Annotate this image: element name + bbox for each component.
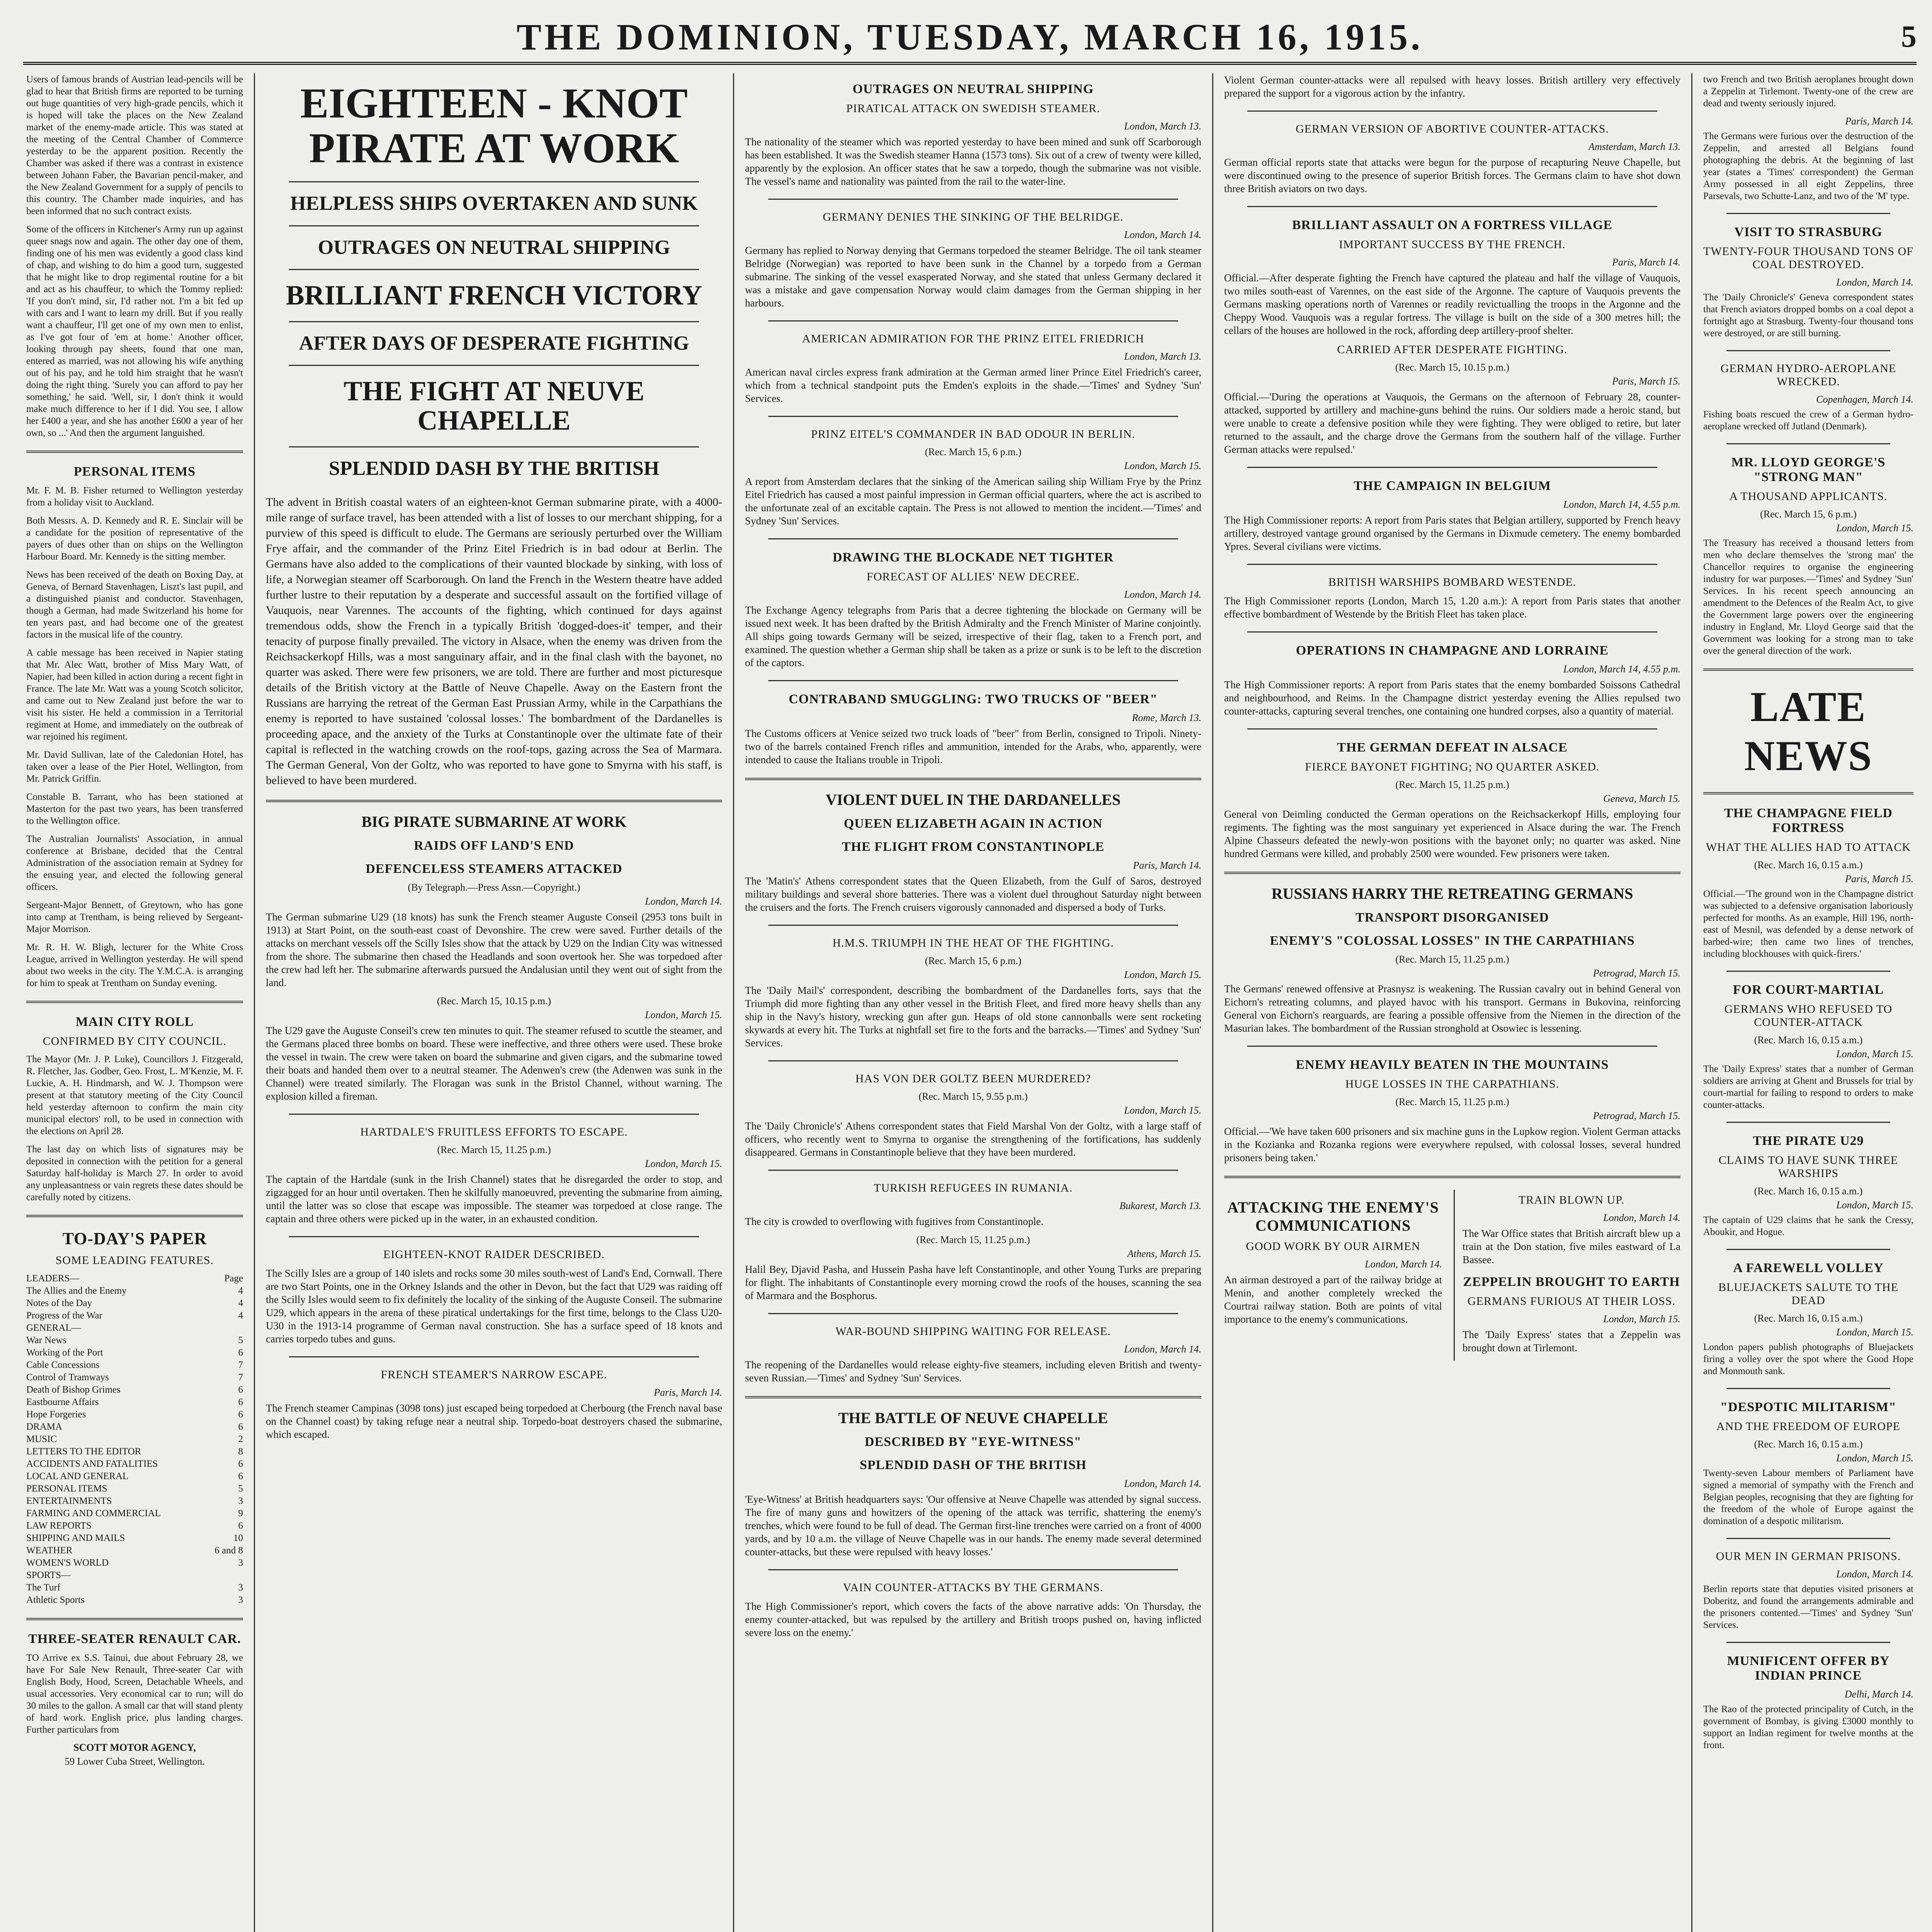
article-paragraph: The 'Daily Chronicle's' Athens correspondent states that Field Marshal Von der Goltz, with a large staff of officers, who recently went to Smyrna to organise the strengthening of the fortifications, has suddenly disappeared. Germans in Constantinople believe that they have been murdered. — [745, 1120, 1201, 1158]
subheading: DRAWING THE BLOCKADE NET TIGHTER — [832, 550, 1114, 565]
index-row — [26, 1322, 243, 1334]
divider — [26, 1215, 243, 1217]
article-paragraph: The captain of U29 claims that he sank the Cressy, Aboukir, and Hogue. — [1703, 1215, 1913, 1237]
subheading: IMPORTANT SUCCESS BY THE FRENCH. — [1339, 238, 1566, 251]
dateline: Rome, March 13. — [1132, 712, 1201, 723]
headline: AFTER DAYS OF DESPERATE FIGHTING — [299, 332, 689, 354]
article-paragraph: 'Eye-Witness' at British headquarters says: 'Our offensive at Neuve Chapelle was attended by signal success. The fire of many guns and howitzers of the opening of the attack was terrific, shattering the enemy's trenches, which were found to be full of dead. The German first-line trenches were carried on a front of 4000 yards, and by 10 a.m. the village of Neuve Chapelle was in our hands. The enemy made several determined counter-attacks, but these were repulsed with heavy losses.' — [745, 1493, 1201, 1558]
article-paragraph: Germany has replied to Norway denying that Germans torpedoed the steamer Belridge. The oil tank steamer Belridge (Norwegian) was reported to have been sunk in the Channel by a torpedo from a German submarine. The sinking of the vessel exasperated Norway, and she stated that unless Germany declared it was a mistake and gave compensation Norway would claim damages from the German shipping in her harbours. — [745, 245, 1201, 309]
index-page: 2 — [238, 1434, 243, 1444]
ad-body: TO Arrive ex S.S. Tainui, due about February 28, we have For Sale New Renault, Three-seater Car with English Body, Hood, Screen, Detachable Wheels, and usual accessories. Very economical car to run; will do 30 miles to the gallon. A small car that will stand plenty of hard work. English price, plus landing charges. Further particulars from — [26, 1653, 243, 1735]
late-news-banner: LATE NEWS — [1744, 683, 1872, 779]
article-paragraph: General von Deimling conducted the German operations on the Reichsackerkopf Hills, employing four regiments. The fighting was the most sanguinary yet experienced in Alsace during the war. The French Alpine Chasseurs defeated the newly-won positions with the bayonet only; no quarter was asked. Nine hundred Germans were killed, and probably 2500 were wounded. Few prisoners were taken. — [1224, 808, 1680, 859]
dateline: Copenhagen, March 14. — [1816, 394, 1913, 405]
article-paragraph: Some of the officers in Kitchener's Army run up against queer snags now and again. The other day one of them, finding one of his men was evidently a good class kind of chap, and wishing to do him a good turn, suggested that he might like to drop regimental routine for a bit and act as his chauffeur, to which the Tommy replied: 'If you don't mind, sir, I'd rather not. I'm a bit fed up with cars and I want to learn my drill. But if you really want a chauffeur, I'll get one of my own men to enlist, as I've got four of 'em at home.' Another officer, looking through pay sheets, found that one man, entered as married, was not allowing his wife anything out of his pay, and he told him straight that he wasn't doing the right thing. 'Surely you can afford to pay her something,' he said. 'Well, sir, I don't think it would make much difference to her if I did. You see, I allow her £400 a year, and she has another £600 a year of her own, so ...' And then the argument languished. — [26, 224, 243, 438]
dateline: Paris, March 15. — [1845, 873, 1913, 884]
index-page: 6 — [238, 1422, 243, 1432]
received-date: (Rec. March 16, 0.15 a.m.) — [1754, 1313, 1863, 1324]
index-page: 3 — [238, 1595, 243, 1605]
dateline: London, March 14, 4.55 p.m. — [1563, 499, 1680, 510]
article-paragraph: A cable message has been received in Napier stating that Mr. Alec Watt, brother of Miss Mary Watt, of Napier, had been killed in action during a recent fight in France. The late Mr. Watt was a young Scotch solicitor, and came out to New Zealand just before the war to visit his sister. He held a commission in a Territorial regiment at Home, and immediately on the outbreak of war rejoined his regiment. — [26, 648, 243, 742]
divider — [26, 451, 243, 453]
subheading: CARRIED AFTER DESPERATE FIGHTING. — [1337, 343, 1568, 356]
subheading: HUGE LOSSES IN THE CARPATHIANS. — [1345, 1078, 1560, 1090]
article-paragraph: London papers publish photographs of Bluejackets firing a volley over the spot where the Good Hope and Monmouth sank. — [1703, 1342, 1913, 1376]
subheading: GERMANS FURIOUS AT THEIR LOSS. — [1467, 1295, 1676, 1308]
article-paragraph: Sergeant-Major Bennett, of Greytown, who has gone into camp at Trentham, is being relieved by Sergeant-Major Morrison. — [26, 900, 243, 934]
index-page: 10 — [233, 1533, 243, 1543]
headline: VIOLENT DUEL IN THE DARDANELLES — [825, 791, 1121, 808]
index-label: LETTERS TO THE EDITOR — [26, 1446, 141, 1457]
index-row — [26, 1495, 243, 1507]
article-paragraph: The reopening of the Dardanelles would release eighty-five steamers, including eleven British and twenty-seven Russian.—'Times' and Sydney 'Sun' Services. — [745, 1359, 1201, 1384]
index-row — [26, 1507, 243, 1520]
dateline: London, March 14. — [1124, 1344, 1201, 1355]
index-page: 6 — [238, 1471, 243, 1481]
article-paragraph: The 'Daily Mail's' correspondent, describing the bombardment of the Dardanelles forts, says that the Triumph did more fighting than any other vessel in the British Fleet, and fired more heavy shells than any ship in the Navy's history, wrecking gun after gun. Heaps of old stone cannonballs were sent rocketing skywards at every hit. The Turks at nightfall set fire to the forts and the barracks.—'Times' and Sydney 'Sun' Services. — [745, 985, 1201, 1049]
received-date: (Rec. March 16, 0.15 a.m.) — [1754, 1034, 1863, 1046]
index-row — [26, 1347, 243, 1359]
dateline: Geneva, March 15. — [1603, 793, 1680, 804]
ad-address: 59 Lower Cuba Street, Wellington. — [65, 1756, 205, 1767]
subheading: GERMANY DENIES THE SINKING OF THE BELRIDGE. — [823, 211, 1124, 223]
article-paragraph: Both Messrs. A. D. Kennedy and R. E. Sinclair will be a candidate for the position of representative of the payers of dues other than on ships on the Wellington Harbour Board. Mr. Kennedy is the sitting member. — [26, 515, 243, 562]
index-row — [26, 1532, 243, 1544]
article-paragraph: Berlin reports state that deputies visited prisoners at Doberitz, and found the arrangements admirable and the prisoners contented.—'Times' and Sydney 'Sun' Services. — [1703, 1584, 1913, 1630]
article-paragraph: Constable B. Tarrant, who has been stationed at Masterton for the past two years, has been transferred to the Wellington office. — [26, 792, 243, 826]
subheading: BRILLIANT ASSAULT ON A FORTRESS VILLAGE — [1292, 218, 1613, 232]
article-paragraph: The Rao of the protected principality of Cutch, in the government of Bombay, is giving £3000 monthly to support an Indian regiment for twelve months at the front. — [1703, 1704, 1913, 1750]
column-2 — [255, 73, 734, 1932]
subheading: AND THE FREEDOM OF EUROPE — [1716, 1420, 1901, 1433]
article-paragraph: The German submarine U29 (18 knots) has sunk the French steamer Auguste Conseil (2953 tons built in 1913) at Start Point, on the south-east coast of Devonshire. The crew were saved. Further details of the attacks on merchant vessels off the Scilly Isles show that the attack by U29 on the Indian City was witnessed from the shore. The submarine then chased the Headlands and soon overtook her. She was torpedoed after the crew had left her. The submarine afterwards pursued the Andalusian until they went out of sight from the land. — [266, 911, 722, 989]
received-date: (Rec. March 16, 0.15 a.m.) — [1754, 1439, 1863, 1450]
article-paragraph: Mr. F. M. B. Fisher returned to Wellington yesterday from a holiday visit to Auckland. — [26, 485, 243, 508]
dateline: Petrograd, March 15. — [1593, 968, 1680, 979]
index-page: 4 — [238, 1310, 243, 1321]
subheading: GOOD WORK BY OUR AIRMEN — [1246, 1240, 1420, 1253]
article-paragraph: The High Commissioner reports: A report from Paris states that Belgian artillery, supported by French heavy artillery, destroyed vantage ground organised by the Germans in Dixmude cemetery. The enemy bombarded Ypres. Several civilians were victims. — [1224, 514, 1680, 552]
dateline: London, March 14. — [645, 896, 722, 907]
main-headline: EIGHTEEN - KNOT PIRATE AT WORK — [300, 80, 688, 172]
dateline: London, March 14. — [1365, 1259, 1442, 1270]
column-5 — [1692, 73, 1924, 1932]
index-label: PERSONAL ITEMS — [26, 1483, 107, 1494]
article-paragraph: The Exchange Agency telegraphs from Paris that a decree tightening the blockade on Germany will be issued next week. It has been drafted by the British Admiralty and the French Minister of Marine conjointly. All ships going towards Germany will be seized, irrespective of their flag, taken to a French port, and examined. The question whether a German ship shall be taken as a prize or sunk is to be left to the discretion of the captors. — [745, 604, 1201, 668]
index-row — [26, 1557, 243, 1569]
index-heading: TO-DAY'S PAPER — [62, 1229, 207, 1248]
article-paragraph: Users of famous brands of Austrian lead-pencils will be glad to hear that British firms are reported to be turning out huge quantities of very high-grade pencils, which it is hoped will take the places on the New Zealand market of the enemy-made article. This was stated at the meeting of the Central Chamber of Commerce yesterday to be the apparent position. Recently the Chamber was asked if there was a contrast in existence between Johann Faber, the Bavarian pencil-maker, and the New Zealand Government for a supply of pencils to this country. The Chamber made inquiries, and has been informed that no such contract exists. — [26, 74, 243, 216]
subheading: AMERICAN ADMIRATION FOR THE PRINZ EITEL FRIEDRICH — [802, 332, 1145, 345]
article-paragraph: The last day on which lists of signatures may be deposited in connection with the petition for a general Saturday half-holiday is March 27. In order to avoid any unpleasantness or vain regrets these dates should be carefully noted by citizens. — [26, 1144, 243, 1202]
dateline: London, March 15. — [1836, 1452, 1913, 1464]
dateline: London, March 15. — [1603, 1313, 1680, 1325]
dateline: Paris, March 14. — [1612, 257, 1680, 268]
subheading: WAR-BOUND SHIPPING WAITING FOR RELEASE. — [835, 1325, 1111, 1338]
dateline: London, March 14. — [1836, 277, 1913, 288]
headline: THE BATTLE OF NEUVE CHAPELLE — [838, 1409, 1108, 1427]
subheading: THE CAMPAIGN IN BELGIUM — [1354, 479, 1551, 493]
received-date: (Rec. March 15, 11.25 p.m.) — [437, 1144, 551, 1156]
index-label: GENERAL— — [26, 1323, 81, 1333]
dateline: Paris, March 14. — [1133, 860, 1201, 871]
index-page: 4 — [238, 1298, 243, 1308]
headline: THE FIGHT AT NEUVE CHAPELLE — [344, 376, 645, 436]
index-page: 7 — [238, 1372, 243, 1383]
dateline: London, March 15. — [645, 1009, 722, 1021]
article-paragraph: Twenty-seven Labour members of Parliament have signed a memorial of sympathy with the French and Belgian peoples, recognising that they are fighting for the freedom of the whole of Europe against the domination of a despotic militarism. — [1703, 1468, 1913, 1526]
article-paragraph: Official.—After desperate fighting the French have captured the plateau and half the village of Vauquois, two miles south-east of Varennes, on the east side of the Argonne. The capture of Vauquois prevents the Germans masking operations north of Varennes or readily revictualling the troops in the Argonne and the Cheppy Wood. Vauquois was a regular fortress. The village is built on the side of a 300 metres hill; the cellars of the houses are hollowed in the rock, affording deep artillery-proof shelter. — [1224, 272, 1680, 336]
received-date: (Rec. March 15, 6 p.m.) — [925, 955, 1022, 966]
dateline: Paris, March 14. — [1845, 116, 1913, 127]
section-heading: PERSONAL ITEMS — [73, 464, 196, 479]
index-label: LOCAL AND GENERAL — [26, 1471, 129, 1481]
index-page: 5 — [238, 1483, 243, 1494]
article-paragraph: The 'Daily Chronicle's' Geneva correspondent states that French aviators dropped bombs on a coal depot a fortnight ago at Strasburg. Twenty-four thousand tons were destroyed, or are still burning. — [1703, 292, 1913, 338]
index-page: 4 — [238, 1286, 243, 1296]
subheading: ENEMY HEAVILY BEATEN IN THE MOUNTAINS — [1296, 1058, 1609, 1072]
index-label: MUSIC — [26, 1434, 57, 1444]
ad-signature: SCOTT MOTOR AGENCY, — [73, 1742, 196, 1753]
article-paragraph: The 'Matin's' Athens correspondent states that the Queen Elizabeth, from the Gulf of Saros, destroyed military buildings and several shore batteries. There was a violent duel throughout Saturday night between the cruisers and the forts. The French cruisers vigorously cannonaded and dispersed a body of Turks. — [745, 875, 1201, 913]
article-paragraph: The nationality of the steamer which was reported yesterday to have been mined and sunk off Scarborough has been established. It was the Swedish steamer Hanna (1573 tons). Six out of a crew of twenty were killed, apparently by the explosion. An officer states that he saw a torpedo, though the submarine was not visible. The vessel's name and nationality was painted from the rail to the water-line. — [745, 136, 1201, 187]
index-row — [26, 1272, 243, 1285]
dateline: London, March 14. — [1124, 229, 1201, 240]
subheading: TRANSPORT DISORGANISED — [1355, 910, 1549, 925]
received-date: (Rec. March 15, 11.25 p.m.) — [1395, 1096, 1509, 1107]
subheading: PRINZ EITEL'S COMMANDER IN BAD ODOUR IN BERLIN. — [811, 428, 1136, 440]
article-paragraph: Mr. David Sullivan, late of the Caledonian Hotel, has taken over a lease of the Pier Hotel, Wellington, from Mr. Patrick Griffin. — [26, 750, 243, 784]
dateline: London, March 15. — [1836, 1327, 1913, 1338]
dateline: Bukarest, March 13. — [1119, 1200, 1201, 1211]
subheading: EIGHTEEN-KNOT RAIDER DESCRIBED. — [383, 1248, 605, 1261]
article-paragraph: The 'Daily Express' states that a Zeppelin was brought down at Tirlemont. — [1463, 1329, 1680, 1354]
column-3 — [734, 73, 1213, 1932]
divider — [26, 1618, 243, 1620]
subheading: PIRATICAL ATTACK ON SWEDISH STEAMER. — [846, 102, 1100, 115]
index-row — [26, 1359, 243, 1371]
subheading: SPLENDID DASH OF THE BRITISH — [859, 1458, 1087, 1472]
index-row — [26, 1569, 243, 1582]
index-row — [26, 1334, 243, 1347]
received-date: (Rec. March 16, 0.15 a.m.) — [1754, 1185, 1863, 1197]
article-paragraph: News has been received of the death on Boxing Day, at Geneva, of Bernard Stavenhagen, Liszt's last pupil, and a distinguished pianist and conductor. Stavenhagen, though a German, had made Switzerland his home for ten years past, and had become one of the greatest factors in the musical life of the country. — [26, 570, 243, 640]
index-page: 6 — [238, 1409, 243, 1420]
article-paragraph: Fishing boats rescued the crew of a German hydro-aeroplane wrecked off Jutland (Denmark). — [1703, 409, 1913, 432]
index-label: The Turf — [26, 1582, 61, 1593]
credit-line: (By Telegraph.—Press Assn.—Copyright.) — [408, 882, 580, 893]
subheading: OPERATIONS IN CHAMPAGNE AND LORRAINE — [1296, 643, 1609, 658]
index-label: Hope Forgeries — [26, 1409, 86, 1420]
article-paragraph: The Germans were furious over the destruction of the Zeppelin, and arrested all Belgians found photographing the debris. At the beginning of last year (states a 'Times' correspondent) the German Army possessed in all eight Zeppelins, three Parsevals, two Schutte-Lanz, and two of the 'M' type. — [1703, 131, 1913, 201]
index-label: ENTERTAINMENTS — [26, 1496, 112, 1506]
subheading: THE CHAMPAGNE FIELD FORTRESS — [1724, 806, 1893, 835]
received-date: (Rec. March 15, 9.55 p.m.) — [918, 1091, 1028, 1102]
article-paragraph: The Scilly Isles are a group of 140 islets and rocks some 30 miles south-west of Land's End, Cornwall. There are two Start Points, one in the Orkney Islands and the other in Devon, but the fact that U29 was raiding off the Scilly Isles would seem to fix definitely the locality of the sinking of the Auguste Conseil. The submarine U29, which appears in the arena of these piratical undertakings for the first time, belongs to the Class U20-U30 in the 1913-14 programme of German naval construction. She has a surface speed of 18 knots and carries torpedo tubes and guns. — [266, 1267, 722, 1345]
index-label: Control of Tramways — [26, 1372, 109, 1383]
index-page: 6 — [238, 1397, 243, 1407]
article-paragraph: The High Commissioner reports (London, March 15, 1.20 a.m.): A report from Paris states that another effective bombardment of Westende by the British Fleet has taken place. — [1224, 595, 1680, 620]
index-subheading: SOME LEADING FEATURES. — [55, 1254, 214, 1267]
dateline: Paris, March 15. — [1612, 376, 1680, 387]
index-page: 8 — [238, 1446, 243, 1457]
subheading: BLUEJACKETS SALUTE TO THE DEAD — [1718, 1281, 1898, 1307]
article-paragraph: The Customs officers at Venice seized two truck loads of "beer" from Berlin, consigned to Tripoli. Ninety-two of the barrels contained French rifles and ammunition, intended for the Arabs, who, apparently, were intended to cause the Italians trouble in Tripoli. — [745, 728, 1201, 765]
subheading: RAIDS OFF LAND'S END — [414, 838, 574, 853]
index-label: Death of Bishop Grimes — [26, 1384, 121, 1395]
dateline: London, March 15. — [645, 1158, 722, 1170]
subheading: OUTRAGES ON NEUTRAL SHIPPING — [852, 82, 1094, 96]
dateline: London, March 15. — [1124, 460, 1201, 471]
article-paragraph: Violent German counter-attacks were all repulsed with heavy losses. British artillery very effectively prepared the support for a vigorous action by the infantry. — [1224, 74, 1680, 99]
masthead-title: THE DOMINION, TUESDAY, MARCH 16, 1915. — [516, 16, 1423, 58]
received-date: (Rec. March 15, 6 p.m.) — [925, 446, 1022, 457]
index-row — [26, 1544, 243, 1557]
article-paragraph: Official.—'During the operations at Vauquois, the Germans on the afternoon of February 28, counter-attacked, supported by artillery and machine-guns behind the ruins. Our soldiers made a heroic stand, but were unable to create a defensive position while they were fighting. They were obliged to retire, but later returned to the assault, and the charge drove the Germans from the southern half of the village. Further German attacks were repulsed.' — [1224, 391, 1680, 455]
dateline: London, March 15. — [1836, 522, 1913, 534]
index-row — [26, 1483, 243, 1495]
index-row — [26, 1310, 243, 1322]
dateline: London, March 15. — [1836, 1048, 1913, 1060]
index-page: 3 — [238, 1582, 243, 1593]
headline: BIG PIRATE SUBMARINE AT WORK — [361, 813, 627, 831]
article-paragraph: The U29 gave the Auguste Conseil's crew ten minutes to quit. The steamer refused to scuttle the steamer, and the Germans placed three bombs on board. These were ineffective, and three others were used. These broke the vessel in twain. The crew were taken on board the submarine and given cigars, and the submarine towed their boats and handed them over to a neutral steamer. The Adenwen's crew (the Adenwen was sunk in the Channel) were treated similarly. The Floragan was sunk in the Bristol Channel, without warning. The explosion killed a fireman. — [266, 1025, 722, 1102]
subheading: THE PIRATE U29 — [1753, 1134, 1864, 1148]
subheading: MR. LLOYD GEORGE'S "STRONG MAN" — [1731, 455, 1886, 484]
index-page: 6 and 8 — [214, 1545, 243, 1556]
index-row — [26, 1297, 243, 1310]
index-label: DRAMA — [26, 1422, 63, 1432]
index-page: 7 — [238, 1360, 243, 1370]
subheading: MUNIFICENT OFFER BY INDIAN PRINCE — [1727, 1654, 1890, 1683]
dateline: London, March 14. — [1836, 1568, 1913, 1580]
index-page: 5 — [238, 1335, 243, 1345]
index-page: 6 — [238, 1347, 243, 1358]
columns — [15, 73, 1924, 1932]
article-paragraph: American naval circles express frank admiration at the German armed liner Prince Eitel Friedrich's career, which from a technical standpoint puts the Emden's exploits in the shade.—'Times' and Sydney 'Sun' Services. — [745, 366, 1201, 404]
index-page: 3 — [238, 1558, 243, 1568]
received-date: (Rec. March 15, 11.25 p.m.) — [1395, 954, 1509, 965]
dateline: London, March 14. — [1603, 1212, 1680, 1223]
received-date: (Rec. March 15, 10.15 p.m.) — [1395, 362, 1510, 373]
dateline: London, March 13. — [1124, 351, 1201, 362]
dateline: London, March 15. — [1124, 969, 1201, 980]
index-label: FARMING AND COMMERCIAL — [26, 1508, 161, 1519]
subheading: FIERCE BAYONET FIGHTING; NO QUARTER ASKED. — [1305, 760, 1600, 773]
article-paragraph: Mr. R. H. W. Bligh, lecturer for the White Cross League, arrived in Wellington yesterday. He will spend about two weeks in the city. The Y.M.C.A. is arranging for him to speak at Trentham on Sunday evening. — [26, 942, 243, 988]
article-paragraph: The French steamer Campinas (3098 tons) just escaped being torpedoed at Cherbourg (the French naval base on the Channel coast) by taking refuge near a neutral ship. Torpedo-boat destroyers chased the submarine, which escaped. — [266, 1402, 722, 1440]
index-row — [26, 1520, 243, 1532]
article-paragraph: German official reports state that attacks were begun for the purpose of recapturing Neuve Chapelle, but were discontinued owing to the presence of superior British forces. The Germans claim to have shot down three British aviators on two days. — [1224, 156, 1680, 194]
subheading: VAIN COUNTER-ATTACKS BY THE GERMANS. — [843, 1581, 1104, 1594]
subheading: THE GERMAN DEFEAT IN ALSACE — [1337, 740, 1568, 755]
index-label: Eastbourne Affairs — [26, 1397, 99, 1407]
index-label: LAW REPORTS — [26, 1520, 92, 1531]
article-paragraph: The Germans' renewed offensive at Prasnysz is weakening. The Russian cavalry out in behind General von Eichorn's retreating columns, and played havoc with his transport. Germans in Bukovina, reinforcing General von Eichorn's rearguards, are fearing a possible offensive from the Niemen in the direction of the Masurian lakes. The bombardment of the Russian stronghold at Osowiec is lessening. — [1224, 983, 1680, 1034]
article-paragraph: Official.—'The ground won in the Champagne district was subjected to a defensive organisation laboriously perfected for months. As an example, Hill 196, north-east of Mesnil, was defended by a dense network of barbed-wire; then came two lines of trenches, including blockhouses with quick-firers.' — [1703, 889, 1913, 959]
dateline: Amsterdam, March 13. — [1588, 141, 1680, 152]
index-row — [26, 1582, 243, 1594]
subheading: GERMAN VERSION OF ABORTIVE COUNTER-ATTACKS. — [1296, 122, 1609, 135]
article-paragraph: Halil Bey, Djavid Pasha, and Hussein Pasha have left Constantinople, and other Young Turks are preparing for flight. The inhabitants of Constantinople every morning crowd the roofs of the houses, scanning the sea of Marmara and the Bosphorus. — [745, 1264, 1201, 1301]
dateline: Paris, March 14. — [654, 1387, 722, 1398]
page-number: 5 — [1901, 19, 1917, 54]
received-date: (Rec. March 15, 11.25 p.m.) — [916, 1234, 1030, 1245]
received-date: (Rec. March 15, 10.15 p.m.) — [437, 995, 551, 1007]
index-label: Cable Concessions — [26, 1360, 100, 1370]
index-row — [26, 1433, 243, 1446]
index-row — [26, 1594, 243, 1606]
index-page: Page — [224, 1273, 243, 1284]
column-1 — [15, 73, 255, 1932]
subheading: A THOUSAND APPLICANTS. — [1729, 490, 1888, 503]
headline: HELPLESS SHIPS OVERTAKEN AND SUNK — [290, 192, 698, 214]
index-label: Working of the Port — [26, 1347, 103, 1358]
war-summary: The advent in British coastal waters of an eighteen-knot German submarine pirate, with a 4000-mile range of surface travel, has been attended with a list of losses to our merchant shipping, for a purview of this speed is difficult to elude. The Germans are seriously perturbed over the William Frye affair, and the commander of the Prinz Eitel Friedrich is in bad odour at Berlin. The Germans have also added to the complications of their vaunted blockade by sinking, with loss of life, a Norwegian steamer off Scarborough. On land the French in the Western theatre have added further lustre to their reputation by a desperate and successful assault on the fortified village of Vauquois, near Varennes. The accounts of the fighting, which continued for days against tremendous odds, show the French in a typically British 'dogged-does-it' temper, and their tenacity of purpose finally prevailed. The victory in Alsace, when the enemy was driven from the Reichsackerkopf Hills, was a most sanguinary affair, and in the final clash with the bayonet, no quarter was asked. There were few prisoners, we are told. There are further and most picturesque details of the British victory at the Battle of Neuve Chapelle. Away on the Eastern front the Russians are harrying the retreat of the German East Prussian Army, while in the Carpathians the enemy is reported to have sustained 'colossal losses.' The bombardment of the Dardanelles is proceeding apace, and the anxiety of the Turks at Constantinople over the ultimate fate of their capital is reflected in the watching crowds on the roof-tops, gazing across the Sea of Marmara. The German General, Von der Goltz, who was reported to have gone to Smyrna with his staff, is believed to have been murdered. — [266, 496, 722, 787]
received-date: (Rec. March 15, 6 p.m.) — [1760, 509, 1857, 520]
section-subheading: CONFIRMED BY CITY COUNCIL. — [43, 1035, 227, 1048]
index-row — [26, 1396, 243, 1408]
subheading: BRITISH WARSHIPS BOMBARD WESTENDE. — [1328, 576, 1577, 588]
article-paragraph: The War Office states that British aircraft blew up a train at the Don station, five miles eastward of La Bassee. — [1463, 1228, 1680, 1265]
index-row — [26, 1458, 243, 1470]
subheading: GERMANS WHO REFUSED TO COUNTER-ATTACK — [1724, 1003, 1893, 1029]
dateline: London, March 14. — [1124, 1478, 1201, 1489]
index-page: 9 — [238, 1508, 243, 1519]
dateline: London, March 14. — [1124, 589, 1201, 600]
article-paragraph: The city is crowded to overflowing with fugitives from Constantinople. — [745, 1216, 1044, 1227]
dateline: London, March 13. — [1124, 121, 1201, 132]
subheading: DEFENCELESS STEAMERS ATTACKED — [366, 862, 622, 876]
index-page: 3 — [238, 1496, 243, 1506]
contents-index — [26, 1272, 243, 1606]
subheading: QUEEN ELIZABETH AGAIN IN ACTION — [844, 816, 1103, 831]
section-heading: MAIN CITY ROLL — [75, 1015, 194, 1029]
dateline: London, March 14, 4.55 p.m. — [1563, 663, 1680, 675]
index-label: Notes of the Day — [26, 1298, 92, 1308]
headline: OUTRAGES ON NEUTRAL SHIPPING — [318, 236, 670, 259]
subheading: VISIT TO STRASBURG — [1734, 225, 1883, 239]
index-label: LEADERS— — [26, 1273, 80, 1284]
index-label: The Allies and the Enemy — [26, 1286, 127, 1296]
index-label: Athletic Sports — [26, 1595, 85, 1605]
divider — [26, 1001, 243, 1003]
index-row — [26, 1421, 243, 1433]
article-paragraph: The Australian Journalists' Association, in annual conference at Brisbane, decided that the Central Administration of the association remain at Sydney for the ensuing year, and elected the following general officers. — [26, 834, 243, 892]
received-date: (Rec. March 15, 11.25 p.m.) — [1395, 779, 1509, 790]
subheading: ENEMY'S "COLOSSAL LOSSES" IN THE CARPATHIANS — [1270, 934, 1635, 948]
subheading: GERMAN HYDRO-AEROPLANE WRECKED. — [1720, 362, 1896, 388]
ad-heading: THREE-SEATER RENAULT CAR. — [28, 1632, 241, 1646]
subheading: "DESPOTIC MILITARISM" — [1720, 1400, 1896, 1414]
subheading: WHAT THE ALLIES HAD TO ATTACK — [1706, 841, 1911, 854]
index-row — [26, 1408, 243, 1421]
article-paragraph: The High Commissioner's report, which covers the facts of the above narrative adds: 'On Thursday, the enemy counter-attacked, but was repulsed by the artillery and British troops pushed on, having inflicted severe loss on the enemy.' — [745, 1600, 1201, 1638]
headline: BRILLIANT FRENCH VICTORY — [286, 280, 702, 311]
column-4 — [1213, 73, 1692, 1932]
subheading: FRENCH STEAMER'S NARROW ESCAPE. — [381, 1368, 607, 1381]
subheading: THE FLIGHT FROM CONSTANTINOPLE — [842, 840, 1105, 854]
masthead — [23, 12, 1917, 65]
subheading: TRAIN BLOWN UP. — [1518, 1194, 1625, 1206]
index-row — [26, 1446, 243, 1458]
index-page: 6 — [238, 1520, 243, 1531]
article-paragraph: The Treasury has received a thousand letters from men who declare themselves the 'strong man' the Chancellor requires to organise the engineering industry for war purposes.—'Times' and Sydney 'Sun' Services. In his recent speech announcing an amendment to the Defences of the Realm Act, to give the Government large powers over the engineering industry in England, Mr. Lloyd George said that the Government was looking for a strong man to take over the general direction of the work. — [1703, 538, 1913, 656]
subheading: FOR COURT-MARTIAL — [1733, 983, 1884, 997]
article-paragraph: The Mayor (Mr. J. P. Luke), Councillors J. Fitzgerald, R. Fletcher, Jas. Godber, Geo. Frost, L. M'Kenzie, M. F. Luckie, A. H. Hindmarsh, and W. J. Thompson were present at that statutory meeting of the City Council held yesterday afternoon to confirm the main city municipal electors' roll, to be used in connection with the elections on April 28. — [26, 1054, 243, 1136]
index-row — [26, 1371, 243, 1384]
subheading: CONTRABAND SMUGGLING: TWO TRUCKS OF "BEER" — [789, 692, 1158, 706]
dateline: Petrograd, March 15. — [1593, 1110, 1680, 1121]
article-paragraph: An airman destroyed a part of the railway bridge at Menin, and another completely wrecked the Courtrai railway station. Both are points of vital importance to the enemy's communications. — [1224, 1274, 1442, 1325]
index-row — [26, 1285, 243, 1297]
index-page: 6 — [238, 1384, 243, 1395]
index-label: SHIPPING AND MAILS — [26, 1533, 125, 1543]
subheading: CLAIMS TO HAVE SUNK THREE WARSHIPS — [1718, 1154, 1898, 1180]
subheading: OUR MEN IN GERMAN PRISONS. — [1716, 1550, 1901, 1563]
index-row — [26, 1470, 243, 1483]
index-label: SPORTS— — [26, 1570, 71, 1580]
article-paragraph: two French and two British aeroplanes brought down a Zeppelin at Tirlemont. Twenty-one of the crew are dead and twenty seriously injured. — [1703, 74, 1913, 109]
headline: RUSSIANS HARRY THE RETREATING GERMANS — [1271, 885, 1633, 902]
subheading: TWENTY-FOUR THOUSAND TONS OF COAL DESTROYED. — [1703, 245, 1913, 271]
subheading: TURKISH REFUGEES IN RUMANIA. — [874, 1182, 1073, 1194]
index-label: War News — [26, 1335, 67, 1345]
article-paragraph: The High Commissioner reports: A report from Paris states that the enemy bombarded Soissons Cathedral and neighbourhood, and Reims. In the Champagne district yesterday evening the Allies repulsed two counter-attacks, capturing several trenches, one containing one hundred corpses, also a quantity of material. — [1224, 679, 1680, 717]
article-paragraph: Official.—'We have taken 600 prisoners and six machine guns in the Lupkow region. Violent German attacks in the Kozianka and Rozanka regions were everywhere repulsed, with colossal losses, several hundred prisoners being taken.' — [1224, 1126, 1681, 1163]
subheading: H.M.S. TRIUMPH IN THE HEAT OF THE FIGHTING. — [832, 937, 1114, 949]
subheading: ZEPPELIN BROUGHT TO EARTH — [1463, 1275, 1680, 1289]
subheading: A FAREWELL VOLLEY — [1733, 1261, 1884, 1275]
headline: SPLENDID DASH BY THE BRITISH — [328, 457, 660, 480]
subheading: FORECAST OF ALLIES' NEW DECREE. — [866, 570, 1080, 583]
subheading: HAS VON DER GOLTZ BEEN MURDERED? — [855, 1072, 1091, 1085]
dateline: London, March 15. — [1836, 1199, 1913, 1211]
dateline: Delhi, March 14. — [1844, 1689, 1913, 1700]
subheading: DESCRIBED BY "EYE-WITNESS" — [864, 1435, 1082, 1449]
index-row — [26, 1384, 243, 1396]
article-paragraph: A report from Amsterdam declares that the sinking of the American sailing ship William Frye by the Prinz Eitel Friedrich has caused a most painful impression in German official quarters, where the act is ascribed to the unfortunate zeal of an excitable captain. The Press is not allowed to mention the incident.—'Times' and Sydney 'Sun' Services. — [745, 476, 1201, 527]
index-label: WOMEN'S WORLD — [26, 1558, 109, 1568]
index-label: ACCIDENTS AND FATALITIES — [26, 1459, 158, 1469]
article-paragraph: The captain of the Hartdale (sunk in the Irish Channel) states that he disregarded the order to stop, and zigzagged for an hour until overtaken. Then he skilfully manoeuvred, preventing the submarine from aiming, until the latter was so close that escape was impossible. The steamer was torpedoed at close range. The captain and three others were picked up in the water, in an exhausted condition. — [266, 1173, 722, 1225]
received-date: (Rec. March 16, 0.15 a.m.) — [1754, 859, 1863, 871]
dateline: London, March 15. — [1124, 1105, 1201, 1116]
index-label: Progress of the War — [26, 1310, 102, 1321]
dateline: Athens, March 15. — [1127, 1248, 1201, 1259]
subheading: ATTACKING THE ENEMY'S COMMUNICATIONS — [1227, 1199, 1439, 1234]
article-paragraph: The 'Daily Express' states that a number of German soldiers are arriving at Ghent and Brussels for trial by court-martial for failing to respond to orders to make counter-attacks. — [1703, 1064, 1913, 1110]
index-label: WEATHER — [26, 1545, 73, 1556]
subheading: HARTDALE'S FRUITLESS EFFORTS TO ESCAPE. — [360, 1126, 628, 1139]
index-page: 6 — [238, 1459, 243, 1469]
